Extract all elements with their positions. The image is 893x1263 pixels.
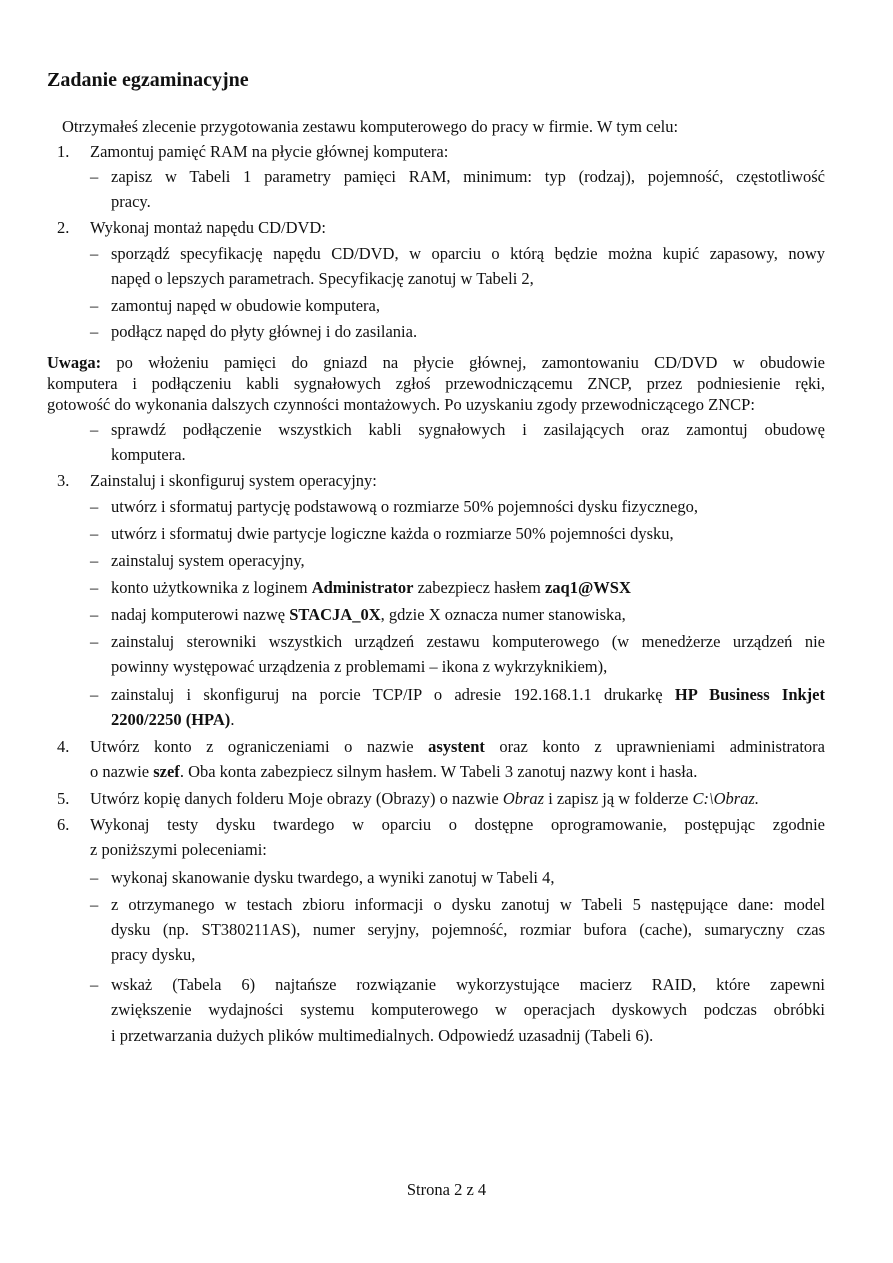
item-5-text-mid: i zapisz ją w folderze <box>544 789 693 808</box>
page-title: Zadanie egzaminacyjne <box>47 69 249 91</box>
bullet-3d <box>111 578 631 598</box>
item-4-text-post: oraz konto z uprawnieniami administratora <box>484 737 825 756</box>
bullet-3a: utwórz i sformatuj partycję podstawową o rozmiarze 50% pojemności dysku fizycznego, <box>111 497 698 516</box>
dash-bullet: – <box>90 296 99 315</box>
note-label: Uwaga: <box>47 353 102 372</box>
item-4-text-2: o nazwie <box>90 762 154 781</box>
bullet-6c-cont-2: i przetwarzania dużych plików multimedialnych. Odpowiedź uzasadnij (Tabeli 6). <box>111 1026 654 1045</box>
backup-name: Obraz <box>502 789 545 808</box>
bullet-3b: utwórz i sformatuj dwie partycje logiczne każda o rozmiarze 50% pojemności dysku, <box>111 524 674 543</box>
bullet-3g-cont <box>111 710 234 730</box>
bullet-2a: sporządź specyfikację napędu CD/DVD, w oparciu o którą będzie można kupić zapasowy, nowy <box>111 244 825 263</box>
item-number: 3. <box>57 471 70 490</box>
dash-bullet: – <box>90 551 99 570</box>
bullet-3f-cont: powinny występować urządzenia z problemami – ikona z wykrzyknikiem), <box>111 657 608 676</box>
bullet-3g <box>111 685 825 705</box>
bullet-3c: zainstaluj system operacyjny, <box>111 551 305 570</box>
note-line-1 <box>47 353 825 373</box>
item-4-line-1 <box>90 737 825 757</box>
dash-bullet: – <box>90 868 99 887</box>
item-number: 2. <box>57 218 70 237</box>
dash-bullet: – <box>90 685 99 704</box>
computer-name: STACJA_0X <box>289 605 381 624</box>
item-number: 5. <box>57 789 70 808</box>
item-4-text-2-post: . Oba konta zabezpiecz silnym hasłem. W Tabeli 3 zanotuj nazwy kont i hasła. <box>179 762 698 781</box>
bullet-3d-text: konto użytkownika z loginem <box>111 578 312 597</box>
page-footer: Strona 2 z 4 <box>406 1180 487 1199</box>
item-4-text: Utwórz konto z ograniczeniami o nazwie <box>90 737 429 756</box>
item-number: 1. <box>57 142 70 161</box>
dash-bullet: – <box>90 632 99 651</box>
bullet-3f: zainstaluj sterowniki wszystkich urządzeń zestawu komputerowego (w menedżerze urządzeń nie <box>111 632 825 651</box>
dash-bullet: – <box>90 497 99 516</box>
item-1-text: Zamontuj pamięć RAM na płycie głównej komputera: <box>90 142 449 161</box>
bullet-2c: podłącz napęd do płyty głównej i do zasilania. <box>111 322 418 341</box>
bullet-6b-cont: dysku (np. ST380211AS), numer seryjny, pojemność, rozmiar bufora (cache), sumaryczny czas <box>111 920 825 939</box>
bullet-3g-end: . <box>230 710 235 729</box>
printer-model: 2200/2250 (HPA) <box>111 710 231 729</box>
intro-text: Otrzymałeś zlecenie przygotowania zestawu komputerowego do pracy w firmie. W tym celu: <box>62 117 679 136</box>
bullet-3g-text: zainstaluj i skonfiguruj na porcie TCP/IP o adresie 192.168.1.1 drukarkę <box>111 685 675 704</box>
bullet-3d-text-mid: zabezpiecz hasłem <box>413 578 545 597</box>
account-boss: szef <box>153 762 180 781</box>
item-5-text <box>90 789 759 809</box>
bullet-2b: zamontuj napęd w obudowie komputera, <box>111 296 380 315</box>
dash-bullet: – <box>90 420 99 439</box>
bullet-6a: wykonaj skanowanie dysku twardego, a wyniki zanotuj w Tabeli 4, <box>111 868 555 887</box>
dash-bullet: – <box>90 578 99 597</box>
dash-bullet: – <box>90 244 99 263</box>
bullet-note-cont: komputera. <box>111 445 186 464</box>
bullet-1a-cont: pracy. <box>111 192 151 211</box>
admin-login: Administrator <box>311 578 414 597</box>
bullet-6c: wskaż (Tabela 6) najtańsze rozwiązanie wykorzystujące macierz RAID, które zapewni <box>111 975 825 994</box>
dash-bullet: – <box>90 975 99 994</box>
admin-password: zaq1@WSX <box>544 578 631 597</box>
bullet-6b: z otrzymanego w testach zbioru informacji o dysku zanotuj w Tabeli 5 następujące dane: model <box>111 895 825 914</box>
bullet-6c-cont: zwiększenie wydajności systemu komputerowego w operacjach dyskowych podczas obróbki <box>111 1000 825 1019</box>
item-3-text: Zainstaluj i skonfiguruj system operacyjny: <box>90 471 377 490</box>
bullet-2a-cont: napęd o lepszych parametrach. Specyfikację zanotuj w Tabeli 2, <box>111 269 534 288</box>
bullet-3e <box>111 605 626 625</box>
item-5-text-pre: Utwórz kopię danych folderu Moje obrazy (Obrazy) o nazwie <box>90 789 503 808</box>
item-number: 4. <box>57 737 70 756</box>
printer-name: HP Business Inkjet <box>674 685 825 704</box>
bullet-3e-text-post: , gdzie X oznacza numer stanowiska, <box>380 605 626 624</box>
dash-bullet: – <box>90 167 99 186</box>
item-6-line-1: Wykonaj testy dysku twardego w oparciu o dostępne oprogramowanie, postępując zgodnie <box>90 815 825 834</box>
item-4-line-2 <box>90 762 697 782</box>
note-line-2: komputera i podłączeniu kabli sygnałowych zgłoś przewodniczącemu ZNCP, przez podniesienie ręki, <box>47 374 825 393</box>
item-6-line-2: z poniższymi poleceniami: <box>90 840 267 859</box>
bullet-1a: zapisz w Tabeli 1 parametry pamięci RAM, minimum: typ (rodzaj), pojemność, częstotliwość <box>111 167 825 186</box>
note-text: po włożeniu pamięci do gniazd na płycie głównej, zamontowaniu CD/DVD w obudowie <box>101 353 825 372</box>
bullet-note: sprawdź podłączenie wszystkich kabli sygnałowych i zasilających oraz zamontuj obudowę <box>111 420 825 439</box>
note-line-3: gotowość do wykonania dalszych czynności montażowych. Po uzyskaniu zgody przewodniczącego ZNCP: <box>47 395 755 414</box>
dash-bullet: – <box>90 605 99 624</box>
dash-bullet: – <box>90 322 99 341</box>
bullet-3e-text: nadaj komputerowi nazwę <box>111 605 290 624</box>
bullet-6b-cont-2: pracy dysku, <box>111 945 196 964</box>
item-number: 6. <box>57 815 70 834</box>
dash-bullet: – <box>90 895 99 914</box>
backup-folder: C:\Obraz. <box>692 789 759 808</box>
item-2-text: Wykonaj montaż napędu CD/DVD: <box>90 218 326 237</box>
account-assistant: asystent <box>428 737 485 756</box>
dash-bullet: – <box>90 524 99 543</box>
